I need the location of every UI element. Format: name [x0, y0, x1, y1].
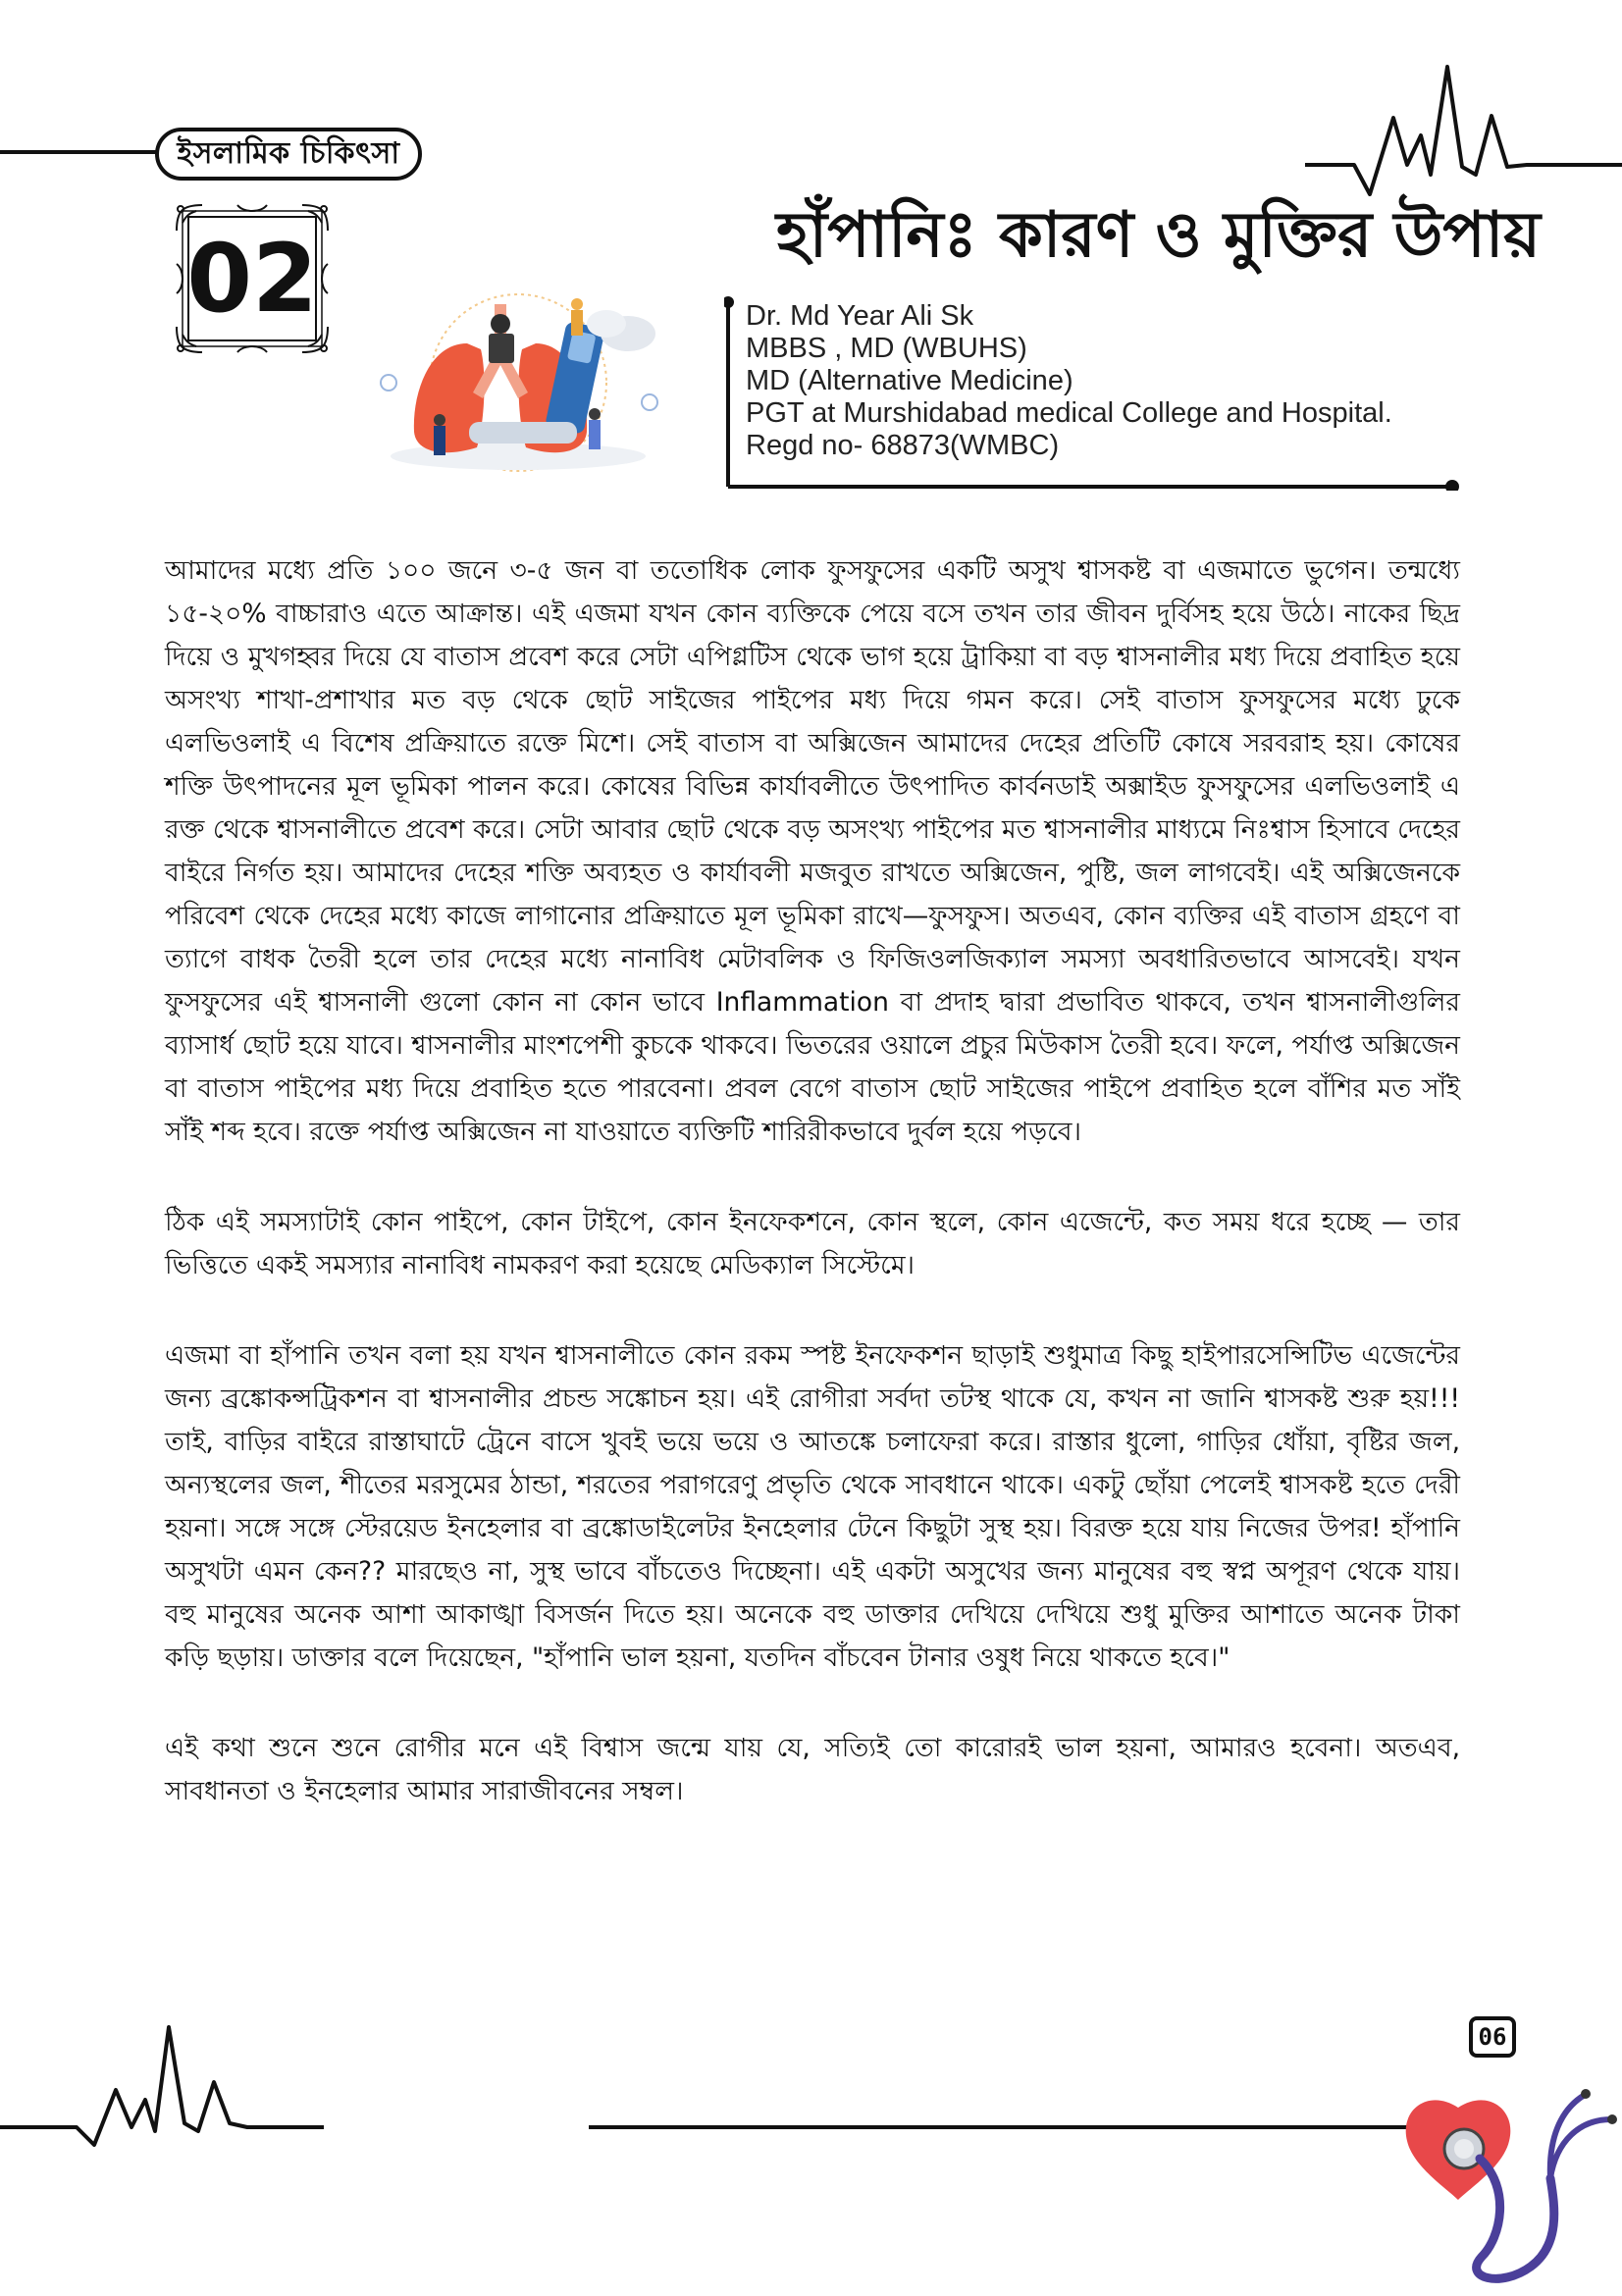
lungs-inhaler-illustration-icon	[371, 285, 665, 481]
author-degree: MBBS , MD (WBUHS)	[746, 333, 1027, 364]
body-paragraph: ঠিক এই সমস্যাটাই কোন পাইপে, কোন টাইপে, কোন ইনফেকশনে, কোন স্থলে, কোন এজেন্টে, কত সময় ধরে হচ্ছে — তার ভিত্তিতে একই সমস্যার নানাবিধ নামকরণ করা হয়েছে মেডিক্যাল সিস্টেমে।	[165, 1207, 1460, 1280]
article-number: 02	[186, 224, 318, 334]
body-paragraph: এজমা বা হাঁপানি তখন বলা হয় যখন শ্বাসনালীতে কোন রকম স্পষ্ট ইনফেকশন ছাড়াই শুধুমাত্র কিছু হাইপারসেন্সিটিভ এজেন্টের জন্য ব্রঙ্কোকন্সট্রিকশন বা শ্বাসনালীর প্রচন্ড সঙ্কোচন হয়। এই রোগীরা সর্বদা তটস্থ থাকে যে, কখন না জানি শ্বাসকষ্ট শুরু হয়!!! তাই, বাড়ির বাইরে রাস্তাঘাটে ট্রেনে বাসে খুবই ভয়ে ভয়ে ও আতঙ্কে চলাফেরা করে। রাস্তার ধুলো, গাড়ির ধোঁয়া, বৃষ্টির জল, অন্যস্থলের জল, শীতের মরসুমের ঠান্ডা, শরতের পরাগরেণু প্রভৃতি থেকে সাবধানে থাকে। একটু ছোঁয়া পেলেই শ্বাসকষ্ট হতে দেরী হয়না। সঙ্গে সঙ্গে স্টেরয়েড ইনহেলার বা ব্রঙ্কোডাইলেটর ইনহেলার টেনে কিছুটা সুস্থ হয়। বিরক্ত হয়ে যায় নিজের উপর! হাঁপানি অসুখটা এমন কেন?? মারছেও না, সুস্থ ভাবে বাঁচতেও দিচ্ছেনা। এই একটা অসুখের জন্য মানুষের বহু স্বপ্ন অপূরণ থেকে যায়। বহু মানুষের অনেক আশা আকাঙ্খা বিসর্জন দিতে হয়। অনেকে বহু ডাক্তার দেখিয়ে দেখিয়ে শুধু মুক্তির আশাতে অনেক টাকা কড়ি ছড়ায়। ডাক্তার বলে দিয়েছেন, "হাঁপানি ভাল হয়না, যতদিন বাঁচবেন টানার ওষুধ নিয়ে থাকতে হবে।"	[165, 1340, 1460, 1673]
body-paragraph: আমাদের মধ্যে প্রতি ১০০ জনে ৩-৫ জন বা ততোধিক লোক ফুসফুসের একটি অসুখ শ্বাসকষ্ট বা এজমাতে ভুগেন। তন্মধ্যে ১৫-২০% বাচ্চারাও এতে আক্রান্ত। এই এজমা যখন কোন ব্যক্তিকে পেয়ে বসে তখন তার জীবন দুর্বিসহ হয়ে উঠে। নাকের ছিদ্র দিয়ে ও মুখগহ্বর দিয়ে যে বাতাস প্রবেশ করে সেটা এপিগ্লটিস থেকে ভাগ হয়ে ট্রাকিয়া বা বড় শ্বাসনালীর মধ্য দিয়ে প্রবাহিত হয়ে অসংখ্য শাখা-প্রশাখার মত বড় থেকে ছোট সাইজের পাইপের মধ্য দিয়ে গমন করে। সেই বাতাস ফুসফুসের মধ্যে ঢুকে এলভিওলাই এ বিশেষ প্রক্রিয়াতে রক্তে মিশে। সেই বাতাস বা অক্সিজেন আমাদের দেহের প্রতিটি কোষে সরবরাহ হয়। কোষের শক্তি উৎপাদনের মূল ভূমিকা পালন করে। কোষের বিভিন্ন কার্যাবলীতে উৎপাদিত কার্বনডাই অক্সাইড ফুসফুসের এলভিওলাই এ রক্ত থেকে শ্বাসনালীতে প্রবেশ করে। সেটা আবার ছোট থেকে বড় অসংখ্য পাইপের মত শ্বাসনালীর মাধ্যমে নিঃশ্বাস হিসাবে দেহের বাইরে নির্গত হয়। আমাদের দেহের শক্তি অব্যহত ও কার্যাবলী মজবুত রাখতে অক্সিজেন, পুষ্টি, জল লাগবেই। এই অক্সিজেনকে পরিবেশ থেকে দেহের মধ্যে কাজে লাগানোর প্রক্রিয়াতে মূল ভূমিকা রাখে—ফুসফুস। অতএব, কোন ব্যক্তির এই বাতাস গ্রহণে বা ত্যাগে বাধক তৈরী হলে তার দেহের মধ্যে নানাবিধ মেটাবলিক ও ফিজিওলজিক্যাল সমস্যা অবধারিতভাবে আসবেই। যখন ফুসফুসের এই শ্বাসনালী গুলো কোন না কোন ভাবে Inflammation বা প্রদাহ দ্বারা প্রভাবিত থাকবে, তখন শ্বাসনালীগুলির ব্যাসার্ধ ছোট হয়ে যাবে। শ্বাসনালীর মাংশপেশী কুচকে থাকবে। ভিতরের ওয়ালে প্রচুর মিউকাস তৈরী হবে। ফলে, পর্যাপ্ত অক্সিজেন বা বাতাস পাইপের মধ্য দিয়ে প্রবাহিত হতে পারবেনা। প্রবল বেগে বাতাস ছোট সাইজের পাইপে প্রবাহিত হলে বাঁশির মত সাঁই সাঁই শব্দ হবে। রক্তে পর্যাপ্ত অক্সিজেন না যাওয়াতে ব্যক্তিটি শারিরীকভাবে দুর্বল হয়ে পড়বে।	[165, 555, 1460, 1147]
stethoscope-heart-icon	[1384, 2061, 1622, 2296]
header-line	[0, 147, 167, 157]
page-title: হাঁপানিঃ কারণ ও মুক্তির উপায়	[775, 199, 1541, 272]
category-tag	[155, 128, 422, 181]
author-registration: Regd no- 68873(WMBC)	[746, 430, 1060, 461]
author-name: Dr. Md Year Ali Sk	[746, 300, 974, 332]
author-block	[724, 294, 1470, 491]
author-position: PGT at Murshidabad medical College and Hospital.	[746, 397, 1392, 429]
author-details	[746, 300, 1392, 462]
author-md: MD (Alternative Medicine)	[746, 365, 1073, 396]
ecg-line-bottom-icon	[0, 2021, 1433, 2149]
body-paragraph: এই কথা শুনে শুনে রোগীর মনে এই বিশ্বাস জন্মে যায় যে, সত্যিই তো কারোরই ভাল হয়না, আমারও হবেনা। অতএব, সাবধানতা ও ইনহেলার আমার সারাজীবনের সম্বল।	[165, 1733, 1460, 1806]
page-number: 06	[1469, 2016, 1516, 2058]
category-label: ইসলামিক চিকিৎসা	[177, 135, 400, 171]
article-body	[165, 549, 1460, 1860]
ecg-line-top-icon	[1305, 59, 1622, 196]
